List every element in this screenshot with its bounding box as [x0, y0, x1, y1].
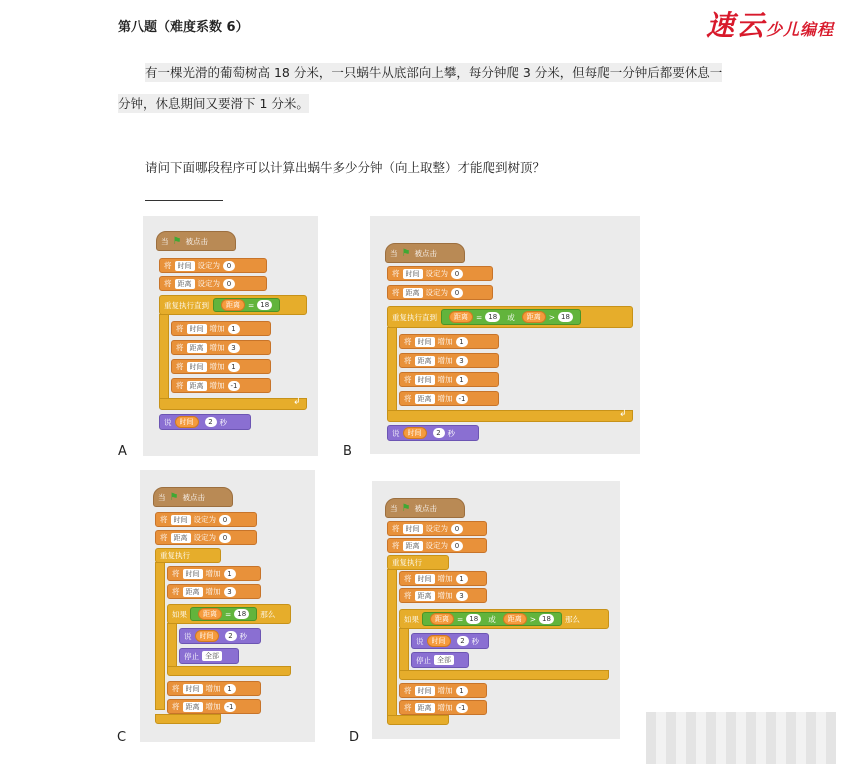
change-distance-block: 将 距离 增加 -1: [167, 699, 261, 714]
loop-arrow-icon: ↲: [293, 397, 301, 407]
stop-block: 停止 全部: [179, 648, 239, 664]
loop-bottom: [387, 715, 449, 725]
option-b-label: B: [343, 444, 352, 459]
condition-block: 距离 = 18: [213, 298, 280, 312]
option-c-panel: [140, 470, 315, 742]
logo-sub-text: 少儿编程: [766, 20, 835, 39]
change-distance-block: 将 距离 增加 -1: [171, 378, 271, 393]
if-bracket: [167, 623, 177, 669]
option-d-panel: [372, 481, 620, 739]
loop-bracket: [387, 327, 397, 415]
set-distance-block: 将 距离 设定为 0: [155, 530, 257, 545]
change-time-block: 将 时间 增加 1: [399, 683, 487, 698]
set-time-block: 将 时间 设定为 0: [387, 521, 487, 536]
loop-bottom: [159, 398, 307, 410]
change-time-block: 将 时间 增加 1: [167, 681, 261, 696]
hat-block: 当 ⚑ 被点击: [385, 243, 465, 263]
change-distance-block: 将 距离 增加 3: [399, 588, 487, 603]
problem-line-1: 有一棵光滑的葡萄树高 18 分米，一只蜗牛从底部向上攀，每分钟爬 3 分米，但每爬一分钟后都要休息一: [145, 65, 723, 80]
say-block: 说 时间 2 秒: [387, 425, 479, 441]
loop-bracket: [387, 569, 397, 717]
loop-bottom: [387, 410, 633, 422]
loop-bottom: [155, 714, 221, 724]
loop-bracket: [155, 562, 165, 710]
forever-block: 重复执行: [155, 548, 221, 563]
green-flag-icon: ⚑: [401, 502, 411, 514]
say-block: 说 时间 2 秒: [179, 628, 261, 644]
if-bracket: [399, 628, 409, 672]
repeat-until-block: 重复执行直到 距离 = 18: [159, 295, 307, 315]
set-time-block: 将 时间 设定为 0: [387, 266, 493, 281]
set-time-block: 将 时间 设定为 0: [159, 258, 267, 273]
page-title: 第八题（难度系数 6）: [118, 20, 249, 35]
option-d-label: D: [349, 730, 360, 745]
set-time-block: 将 时间 设定为 0: [155, 512, 257, 527]
forever-block: 重复执行: [387, 555, 449, 570]
loop-arrow-icon: ↲: [619, 409, 627, 419]
set-distance-block: 将 距离 设定为 0: [387, 538, 487, 553]
condition-block: 距离 = 18: [190, 607, 257, 621]
blurred-watermark: [646, 712, 836, 764]
brand-logo: [706, 4, 834, 44]
if-bottom: [167, 666, 291, 676]
set-distance-block: 将 距离 设定为 0: [387, 285, 493, 300]
hat-block: 当 ⚑ 被点击: [156, 231, 236, 251]
green-flag-icon: ⚑: [169, 491, 179, 503]
change-time-block: 将 时间 增加 1: [171, 359, 271, 374]
green-flag-icon: ⚑: [172, 235, 182, 247]
if-bottom: [399, 670, 609, 680]
option-b-panel: [370, 216, 640, 454]
change-distance-block: 将 距离 增加 3: [167, 584, 261, 599]
green-flag-icon: ⚑: [401, 247, 411, 259]
change-time-block: 将 时间 增加 1: [399, 372, 499, 387]
change-time-block: 将 时间 增加 1: [399, 571, 487, 586]
change-distance-block: 将 距离 增加 -1: [399, 391, 499, 406]
change-time-block: 将 时间 增加 1: [399, 334, 499, 349]
if-block: 如果 距离 = 18 或 距离 > 18 那么: [399, 609, 609, 629]
set-distance-block: 将 距离 设定为 0: [159, 276, 267, 291]
stop-block: 停止 全部: [411, 652, 469, 668]
change-distance-block: 将 距离 增加 -1: [399, 700, 487, 715]
hat-block: 当 ⚑ 被点击: [153, 487, 233, 507]
or-condition-block: 距离 = 18 或 距离 > 18: [422, 612, 562, 626]
problem-line-2: 分钟，休息期间又要滑下 1 分米。: [118, 96, 309, 111]
change-time-block: 将 时间 增加 1: [171, 321, 271, 336]
answer-blank-line: [145, 200, 223, 201]
say-block: 说 时间 2 秒: [159, 414, 251, 430]
option-a-label: A: [118, 444, 127, 459]
option-c-label: C: [117, 730, 127, 745]
logo-main-text: 速云: [706, 9, 767, 42]
if-block: 如果 距离 = 18 那么: [167, 604, 291, 624]
loop-bracket: [159, 314, 169, 402]
change-distance-block: 将 距离 增加 3: [171, 340, 271, 355]
change-time-block: 将 时间 增加 1: [167, 566, 261, 581]
say-block: 说 时间 2 秒: [411, 633, 489, 649]
repeat-until-block: 重复执行直到 距离 = 18 或 距离 > 18: [387, 306, 633, 328]
change-distance-block: 将 距离 增加 3: [399, 353, 499, 368]
question-text: 请问下面哪段程序可以计算出蜗牛多少分钟（向上取整）才能爬到树顶？: [145, 160, 546, 175]
option-a-panel: [143, 216, 318, 456]
or-condition-block: 距离 = 18 或 距离 > 18: [441, 309, 581, 325]
hat-block: 当 ⚑ 被点击: [385, 498, 465, 518]
